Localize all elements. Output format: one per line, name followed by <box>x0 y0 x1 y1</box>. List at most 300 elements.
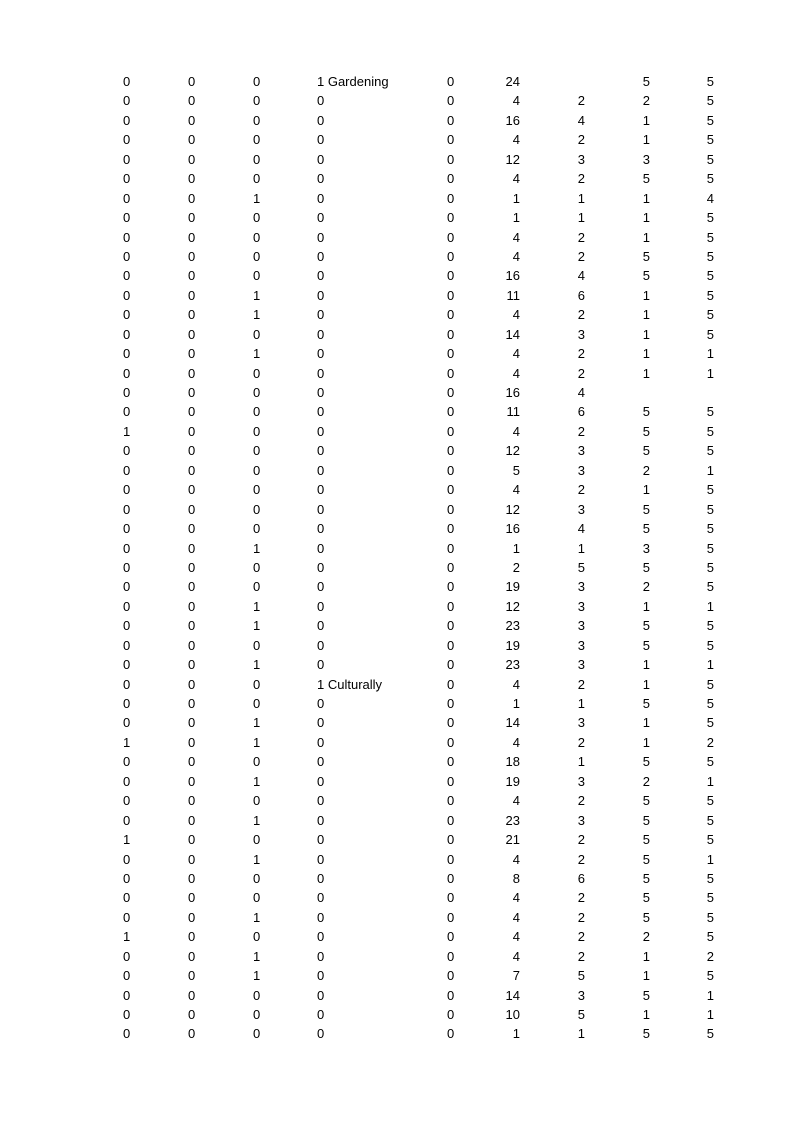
table-row <box>0 169 800 188</box>
table-cell: 0 <box>123 210 131 226</box>
table-cell: 0 <box>123 851 131 867</box>
table-cell: 5 <box>642 501 650 517</box>
table-cell: 3 <box>577 443 585 459</box>
table-cell: 4 <box>512 793 520 809</box>
table-cell: 1 <box>253 715 261 731</box>
table-cell: 4 <box>512 93 520 109</box>
table-row <box>0 247 800 266</box>
table-row <box>0 1005 800 1024</box>
table-cell: 2 <box>577 832 585 848</box>
table-cell: 5 <box>642 74 650 89</box>
table-row <box>0 888 800 907</box>
table-cell: 1 <box>706 657 714 673</box>
table-cell: 0 <box>123 754 131 770</box>
table-cell: 2 <box>577 346 585 362</box>
table-cell: 0 <box>123 443 131 459</box>
table-cell: 0 <box>447 151 455 167</box>
table-cell: 0 <box>253 890 261 906</box>
table-cell: 2 <box>577 93 585 109</box>
table-cell: 0 <box>188 521 196 537</box>
table-cell: 0 <box>447 190 455 206</box>
table-cell: 0 <box>317 423 325 439</box>
table-cell: 0 <box>253 676 261 692</box>
table-cell: 19 <box>505 773 520 789</box>
table-cell: 0 <box>253 579 261 595</box>
table-cell: 1 <box>253 190 261 206</box>
table-cell: 0 <box>447 870 455 886</box>
table-cell: 0 <box>188 559 196 575</box>
table-cell: 0 <box>188 287 196 303</box>
table-cell: 1 <box>253 346 261 362</box>
table-cell: 0 <box>123 171 131 187</box>
table-cell: 0 <box>317 618 325 634</box>
table-cell: 0 <box>188 579 196 595</box>
table-row <box>0 733 800 752</box>
table-cell: 0 <box>447 365 455 381</box>
table-cell: 1 <box>512 210 520 226</box>
table-cell: 3 <box>577 501 585 517</box>
table-cell: 2 <box>642 93 650 109</box>
table-cell: 0 <box>123 229 131 245</box>
table-cell: 0 <box>447 326 455 342</box>
table-cell: 12 <box>505 501 520 517</box>
table-cell: 2 <box>577 307 585 323</box>
table-cell: 16 <box>505 521 520 537</box>
table-cell: 1 <box>253 540 261 556</box>
table-cell: 0 <box>317 501 325 517</box>
table-cell: 0 <box>317 210 325 226</box>
table-cell: 0 <box>253 521 261 537</box>
table-cell: 0 <box>317 793 325 809</box>
table-cell: 1 <box>642 190 650 206</box>
table-cell: 4 <box>512 482 520 498</box>
table-row <box>0 791 800 810</box>
table-row <box>0 616 800 635</box>
table-cell: 0 <box>188 210 196 226</box>
table-cell: 0 <box>447 501 455 517</box>
table-cell: 0 <box>188 248 196 264</box>
table-cell: 0 <box>447 171 455 187</box>
table-cell: 0 <box>447 132 455 148</box>
table-cell: 1 <box>577 754 585 770</box>
table-cell: 1 <box>123 929 131 945</box>
table-cell: 23 <box>505 657 520 673</box>
table-cell: 5 <box>706 1026 714 1042</box>
table-cell: 5 <box>706 210 714 226</box>
table-cell: 0 <box>188 657 196 673</box>
table-cell: 5 <box>706 93 714 109</box>
table-cell: 0 <box>123 132 131 148</box>
table-cell: 3 <box>577 987 585 1003</box>
table-cell: 1 <box>642 365 650 381</box>
table-cell: 0 <box>317 890 325 906</box>
table-cell: 1 <box>642 346 650 362</box>
table-cell: 16 <box>505 112 520 128</box>
table-cell: 3 <box>577 579 585 595</box>
table-cell: 4 <box>512 346 520 362</box>
table-cell: 0 <box>317 1007 325 1022</box>
table-cell: 0 <box>447 909 455 925</box>
table-cell: 5 <box>706 929 714 945</box>
table-row <box>0 655 800 674</box>
table-cell: 1 <box>642 734 650 750</box>
table-cell: 0 <box>317 287 325 303</box>
table-cell: 0 <box>253 754 261 770</box>
table-cell: 1 <box>642 132 650 148</box>
table-cell: 5 <box>706 715 714 731</box>
table-cell: 0 <box>317 346 325 362</box>
table-row <box>0 850 800 869</box>
table-cell: 3 <box>642 540 650 556</box>
table-cell: 0 <box>317 443 325 459</box>
table-row <box>0 480 800 499</box>
table-cell: 0 <box>253 832 261 848</box>
table-cell: 0 <box>188 1026 196 1042</box>
table-cell: 0 <box>317 132 325 148</box>
table-cell: 5 <box>642 637 650 653</box>
table-cell: 0 <box>253 74 261 89</box>
table-cell: 2 <box>577 851 585 867</box>
table-cell: 1 <box>253 812 261 828</box>
table-cell: 0 <box>123 385 131 400</box>
table-cell: 0 <box>188 443 196 459</box>
table-cell: 0 <box>447 890 455 906</box>
table-cell: 1 <box>253 909 261 925</box>
table-cell: 1 <box>706 1007 714 1022</box>
table-cell: 5 <box>577 1007 585 1022</box>
table-row <box>0 441 800 460</box>
table-row <box>0 927 800 946</box>
table-cell: 1 <box>642 676 650 692</box>
table-cell: 14 <box>505 715 520 731</box>
table-cell: 0 <box>123 112 131 128</box>
table-cell: 0 <box>188 851 196 867</box>
table-cell: 0 <box>188 909 196 925</box>
table-cell: 0 <box>123 190 131 206</box>
table-cell: 0 <box>253 385 261 400</box>
table-cell: 0 <box>188 171 196 187</box>
table-cell: 0 <box>253 501 261 517</box>
table-cell: 5 <box>642 171 650 187</box>
table-row <box>0 344 800 363</box>
table-cell: 0 <box>188 929 196 945</box>
table-cell: 0 <box>317 870 325 886</box>
table-cell: 0 <box>317 812 325 828</box>
table-cell: 0 <box>317 171 325 187</box>
table-cell: 0 <box>253 423 261 439</box>
table-cell: 1 <box>253 948 261 964</box>
table-cell: 0 <box>123 326 131 342</box>
table-cell: 1 <box>706 773 714 789</box>
table-cell: 5 <box>706 909 714 925</box>
table-cell: 0 <box>188 968 196 984</box>
table-row <box>0 558 800 577</box>
table-cell: 0 <box>447 812 455 828</box>
table-cell: 8 <box>512 870 520 886</box>
table-cell: 0 <box>317 832 325 848</box>
table-cell: 0 <box>447 540 455 556</box>
table-cell: 0 <box>253 929 261 945</box>
table-cell: 2 <box>642 929 650 945</box>
table-cell: 1 <box>253 618 261 634</box>
table-cell: 0 <box>447 462 455 478</box>
table-cell: 5 <box>642 248 650 264</box>
table-cell: 5 <box>706 521 714 537</box>
table-cell: 0 <box>188 1007 196 1022</box>
table-cell: 0 <box>188 423 196 439</box>
table-cell: 0 <box>317 112 325 128</box>
table-cell: 0 <box>188 307 196 323</box>
table-cell: 2 <box>512 559 520 575</box>
table-cell: 2 <box>577 171 585 187</box>
table-cell: 0 <box>123 287 131 303</box>
table-cell: 0 <box>123 1007 131 1022</box>
table-cell: 0 <box>447 1007 455 1022</box>
table-cell: 0 <box>123 987 131 1003</box>
table-cell: 0 <box>188 734 196 750</box>
table-cell: 1 <box>577 540 585 556</box>
table-cell: 16 <box>505 268 520 284</box>
table-cell: 0 <box>447 929 455 945</box>
table-cell: 3 <box>577 326 585 342</box>
table-cell: 0 <box>317 948 325 964</box>
table-cell: 5 <box>642 754 650 770</box>
table-cell: 0 <box>253 482 261 498</box>
table-cell: 0 <box>447 754 455 770</box>
table-cell: 0 <box>123 346 131 362</box>
table-cell: 7 <box>512 968 520 984</box>
table-cell: 4 <box>577 268 585 284</box>
table-cell: 2 <box>642 579 650 595</box>
table-cell: 0 <box>188 890 196 906</box>
table-cell: 0 <box>188 948 196 964</box>
table-cell: 5 <box>706 74 714 89</box>
table-cell: 1 Culturally <box>317 676 383 692</box>
table-cell: 5 <box>642 404 650 420</box>
table-row <box>0 91 800 110</box>
table-cell: 1 <box>253 773 261 789</box>
data-table <box>0 72 800 1044</box>
table-cell: 5 <box>642 987 650 1003</box>
table-cell: 5 <box>706 248 714 264</box>
table-cell: 1 <box>642 598 650 614</box>
table-row <box>0 986 800 1005</box>
table-cell: 3 <box>577 637 585 653</box>
table-cell: 0 <box>188 637 196 653</box>
table-cell: 0 <box>123 598 131 614</box>
table-cell: 0 <box>188 618 196 634</box>
table-cell: 5 <box>706 287 714 303</box>
table-cell: 0 <box>317 987 325 1003</box>
table-cell: 5 <box>706 326 714 342</box>
table-cell: 0 <box>447 559 455 575</box>
table-cell: 5 <box>706 112 714 128</box>
table-cell: 0 <box>317 754 325 770</box>
table-cell: 0 <box>253 793 261 809</box>
table-row <box>0 539 800 558</box>
table-cell: 4 <box>577 521 585 537</box>
table-cell: 5 <box>577 559 585 575</box>
table-cell: 0 <box>123 909 131 925</box>
table-cell: 1 <box>642 1007 650 1022</box>
table-cell: 0 <box>317 326 325 342</box>
table-cell: 4 <box>512 851 520 867</box>
table-cell: 1 <box>253 851 261 867</box>
table-cell: 0 <box>253 210 261 226</box>
table-cell: 5 <box>706 870 714 886</box>
table-cell: 2 <box>706 734 714 750</box>
table-cell: 0 <box>317 151 325 167</box>
table-cell: 0 <box>188 715 196 731</box>
table-cell: 0 <box>123 676 131 692</box>
table-cell: 1 <box>642 229 650 245</box>
table-cell: 0 <box>188 346 196 362</box>
table-cell: 0 <box>317 1026 325 1042</box>
table-cell: 5 <box>642 521 650 537</box>
table-row <box>0 402 800 421</box>
table-cell: 1 <box>253 968 261 984</box>
table-cell: 0 <box>123 657 131 673</box>
table-cell: 0 <box>123 404 131 420</box>
table-cell: 0 <box>317 540 325 556</box>
table-row <box>0 636 800 655</box>
table-cell: 5 <box>706 151 714 167</box>
table-cell: 0 <box>188 870 196 886</box>
table-cell: 1 <box>512 190 520 206</box>
table-cell: 0 <box>447 773 455 789</box>
table-cell: 0 <box>123 151 131 167</box>
table-cell: 0 <box>447 287 455 303</box>
table-cell: 1 <box>512 540 520 556</box>
table-cell: 0 <box>123 968 131 984</box>
table-cell: 1 <box>123 423 131 439</box>
table-cell: 5 <box>706 540 714 556</box>
table-cell: 0 <box>447 74 455 89</box>
table-cell: 0 <box>447 423 455 439</box>
table-cell: 4 <box>512 132 520 148</box>
table-row <box>0 772 800 791</box>
table-cell: 0 <box>188 812 196 828</box>
table-cell: 4 <box>512 929 520 945</box>
table-row <box>0 713 800 732</box>
table-cell: 2 <box>642 462 650 478</box>
table-row <box>0 266 800 285</box>
table-cell: 0 <box>188 326 196 342</box>
table-cell: 0 <box>317 482 325 498</box>
table-cell: 3 <box>577 773 585 789</box>
table-cell: 0 <box>123 74 131 89</box>
table-cell: 5 <box>706 132 714 148</box>
table-row <box>0 1024 800 1043</box>
table-cell: 5 <box>642 1026 650 1042</box>
table-cell: 0 <box>188 462 196 478</box>
table-cell: 0 <box>317 462 325 478</box>
table-cell: 2 <box>577 929 585 945</box>
table-cell: 0 <box>447 93 455 109</box>
table-cell: 0 <box>447 948 455 964</box>
table-cell: 0 <box>188 598 196 614</box>
table-row <box>0 150 800 169</box>
table-cell: 5 <box>706 423 714 439</box>
table-cell: 0 <box>188 385 196 400</box>
table-row <box>0 422 800 441</box>
table-cell: 2 <box>577 132 585 148</box>
table-cell: 0 <box>447 676 455 692</box>
table-cell: 2 <box>577 423 585 439</box>
table-cell: 0 <box>317 404 325 420</box>
table-cell: 0 <box>123 715 131 731</box>
table-cell: 5 <box>642 870 650 886</box>
table-cell: 5 <box>706 890 714 906</box>
table-cell: 11 <box>506 404 520 420</box>
table-cell: 2 <box>577 793 585 809</box>
table-cell: 5 <box>642 559 650 575</box>
table-cell: 14 <box>505 987 520 1003</box>
table-cell: 4 <box>512 171 520 187</box>
table-cell: 4 <box>512 909 520 925</box>
table-cell: 2 <box>577 229 585 245</box>
table-cell: 4 <box>512 734 520 750</box>
table-cell: 0 <box>123 812 131 828</box>
table-cell: 0 <box>188 132 196 148</box>
table-row <box>0 577 800 596</box>
table-cell: 0 <box>123 482 131 498</box>
table-cell: 0 <box>188 190 196 206</box>
table-cell: 19 <box>505 637 520 653</box>
table-cell: 5 <box>642 423 650 439</box>
table-cell: 0 <box>317 657 325 673</box>
table-cell: 0 <box>317 696 325 711</box>
table-cell: 19 <box>505 579 520 595</box>
table-cell: 14 <box>505 326 520 342</box>
table-cell: 2 <box>577 909 585 925</box>
table-cell: 1 <box>642 657 650 673</box>
table-cell: 5 <box>706 443 714 459</box>
table-cell: 2 <box>706 948 714 964</box>
table-cell: 5 <box>512 462 520 478</box>
table-cell: 4 <box>512 676 520 692</box>
table-cell: 23 <box>505 618 520 634</box>
table-cell: 16 <box>505 385 520 400</box>
table-cell: 5 <box>706 618 714 634</box>
table-cell: 0 <box>447 734 455 750</box>
table-cell: 0 <box>447 404 455 420</box>
table-cell: 4 <box>512 890 520 906</box>
table-cell: 0 <box>317 598 325 614</box>
table-row <box>0 325 800 344</box>
table-row <box>0 305 800 324</box>
table-cell: 2 <box>577 676 585 692</box>
table-cell: 0 <box>253 248 261 264</box>
table-cell: 0 <box>317 229 325 245</box>
table-cell: 4 <box>512 365 520 381</box>
table-cell: 0 <box>123 307 131 323</box>
table-cell: 0 <box>447 346 455 362</box>
table-cell: 0 <box>317 268 325 284</box>
table-cell: 0 <box>317 307 325 323</box>
table-cell: 1 <box>577 190 585 206</box>
table-cell: 2 <box>577 890 585 906</box>
table-cell: 4 <box>577 385 585 400</box>
table-cell: 0 <box>447 112 455 128</box>
table-cell: 0 <box>188 482 196 498</box>
table-cell: 1 <box>642 112 650 128</box>
table-cell: 18 <box>505 754 520 770</box>
table-cell: 0 <box>253 151 261 167</box>
table-cell: 5 <box>642 268 650 284</box>
table-cell: 3 <box>577 618 585 634</box>
table-cell: 1 <box>642 287 650 303</box>
